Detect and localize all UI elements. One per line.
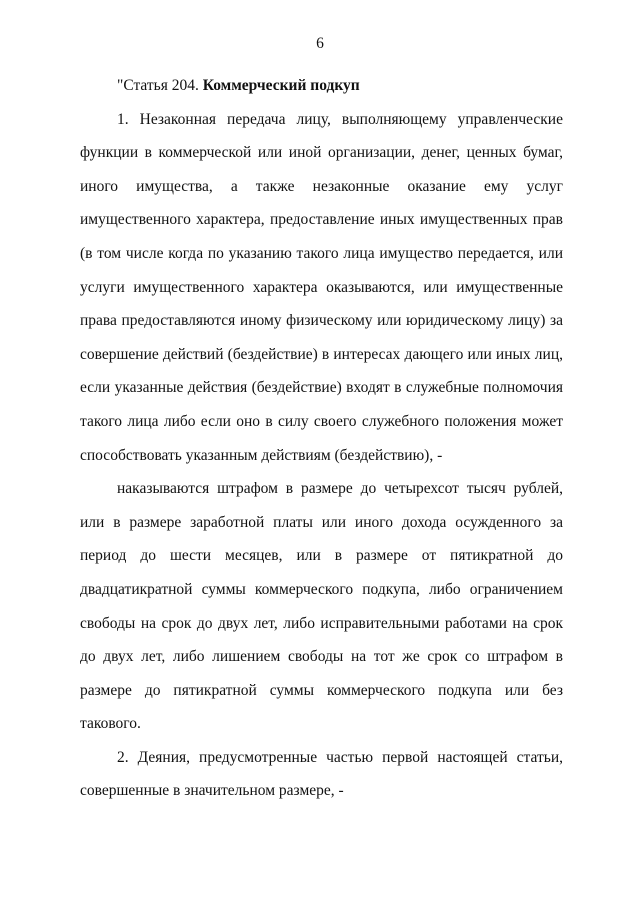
paragraph-3: 2. Деяния, предусмотренные частью первой настоящей статьи, совершенные в значительном размере, -	[80, 748, 563, 800]
paragraph-2: наказываются штрафом в размере до четырехсот тысяч рублей, или в размере заработной платы или иного дохода осужденного за период до шести месяцев, или в размере от пятикратной до двадцатикратной суммы коммерческого подкупа, либо ограничением свободы на срок до двух лет, либо исправительными работами на срок до двух лет, либо лишением свободы на тот же срок со штрафом в размере до пятикратной суммы коммерческого подкупа или без такового.	[80, 480, 563, 733]
page-number: 6	[316, 35, 324, 52]
paragraph-1: 1. Незаконная передача лицу, выполняющему управленческие функции в коммерческой или иной организации, денег, ценных бумаг, иного имущества, а также незаконные оказание ему услуг имущественного характера, предоставление иных имущественных прав (в том числе когда по указанию такого лица имущество передается, или услуги имущественного характера оказываются, или имущественные права предоставляются иному физическому или юридическому лицу) за совершение действий (бездействие) в интересах дающего или иных лиц, если указанные действия (бездействие) входят в служебные полномочия такого лица либо если оно в силу своего служебного положения может способствовать указанным действиям (бездействию), -	[80, 110, 563, 464]
article-number: "Статья 204.	[117, 77, 199, 94]
article-title: Коммерческий подкуп	[202, 77, 360, 94]
article-heading	[80, 69, 563, 103]
document-body	[80, 69, 563, 808]
